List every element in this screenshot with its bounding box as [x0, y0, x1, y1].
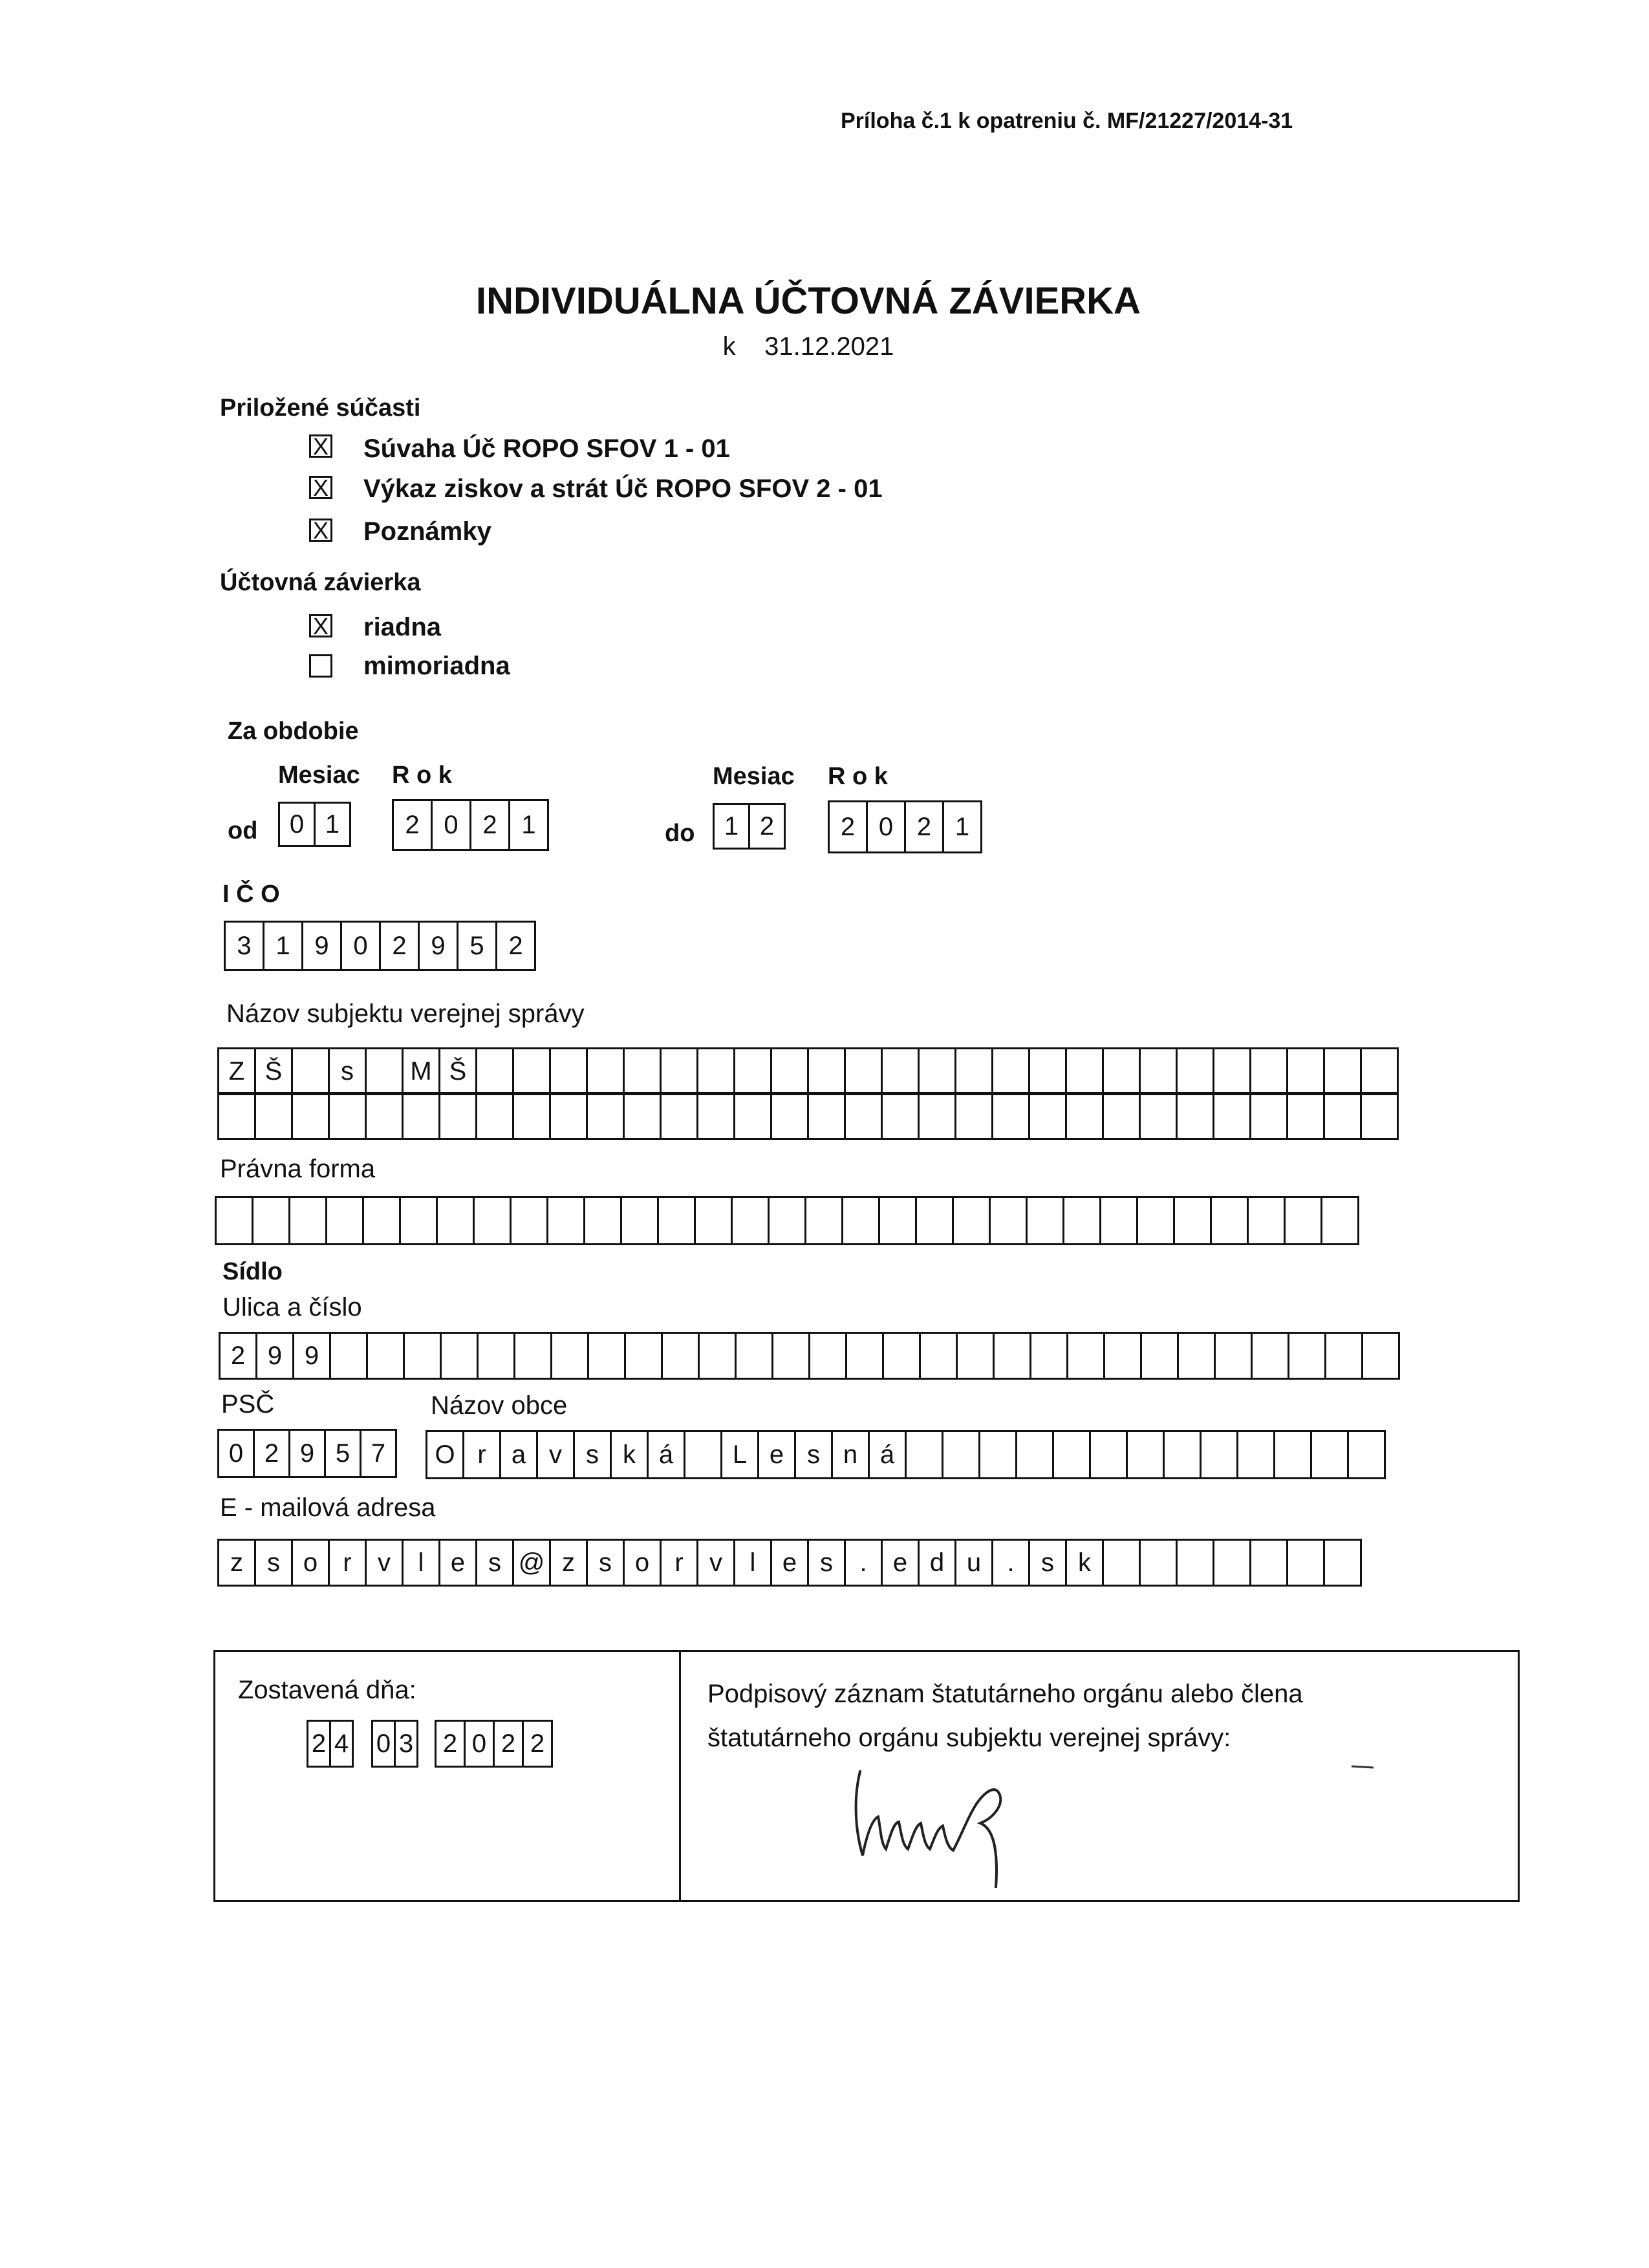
cell[interactable]	[1284, 1196, 1322, 1245]
cell[interactable]	[731, 1196, 770, 1245]
regulation-reference: Príloha č.1 k opatreniu č. MF/21227/2014-31	[841, 109, 1293, 133]
entity-name-row-1	[217, 1047, 1397, 1095]
cell[interactable]	[657, 1196, 696, 1245]
cell[interactable]	[1200, 1430, 1238, 1479]
cell[interactable]	[1247, 1196, 1286, 1245]
cell[interactable]	[512, 1047, 551, 1095]
cell[interactable]	[1139, 1047, 1178, 1095]
cell[interactable]: 2	[253, 1429, 290, 1478]
attachment-checkbox-profit-loss[interactable]: X	[309, 476, 332, 499]
from-year-cells	[392, 799, 547, 851]
seat-heading: Sídlo	[222, 1258, 283, 1285]
cell[interactable]: 9	[292, 1332, 331, 1380]
cell[interactable]	[1028, 1092, 1067, 1140]
cell[interactable]	[735, 1332, 773, 1380]
cell[interactable]: L	[720, 1430, 759, 1479]
cell[interactable]	[1286, 1047, 1325, 1095]
cell[interactable]	[1099, 1196, 1138, 1245]
cell[interactable]: 3	[224, 921, 264, 971]
cell[interactable]	[1347, 1430, 1386, 1479]
cell[interactable]: l	[402, 1539, 440, 1587]
signature-label-line-1: Podpisový záznam štatutárneho orgánu alebo člena	[707, 1680, 1303, 1708]
cell[interactable]	[919, 1332, 958, 1380]
cell[interactable]	[942, 1430, 980, 1479]
cell[interactable]: 2	[522, 1720, 553, 1768]
cell[interactable]	[436, 1196, 475, 1245]
cell[interactable]: o	[291, 1539, 330, 1587]
cell[interactable]	[905, 1430, 943, 1479]
psc-cells	[217, 1429, 395, 1478]
cell[interactable]: 2	[307, 1720, 331, 1768]
cell[interactable]: 0	[217, 1429, 255, 1478]
email-label: E - mailová adresa	[220, 1493, 436, 1522]
cell[interactable]: 0	[371, 1720, 396, 1768]
cell[interactable]	[954, 1047, 993, 1095]
cell[interactable]: v	[696, 1539, 735, 1587]
to-month-label: Mesiac	[713, 763, 795, 790]
cell[interactable]	[661, 1332, 700, 1380]
to-month-cells	[713, 803, 784, 850]
cell[interactable]: k	[610, 1430, 649, 1479]
cell[interactable]	[1360, 1092, 1399, 1140]
cell[interactable]	[1249, 1092, 1288, 1140]
cell[interactable]: 5	[324, 1429, 361, 1478]
cell[interactable]	[402, 1092, 440, 1140]
to-year-label: R o k	[828, 763, 888, 790]
cell[interactable]	[1212, 1092, 1251, 1140]
cell[interactable]	[882, 1332, 921, 1380]
cell[interactable]	[399, 1196, 438, 1245]
cell[interactable]: 2	[904, 800, 944, 853]
cell[interactable]	[1062, 1196, 1101, 1245]
closing-type-heading: Účtovná závierka	[220, 569, 421, 596]
cell[interactable]: e	[438, 1539, 477, 1587]
cell[interactable]	[1249, 1047, 1288, 1095]
cell[interactable]	[550, 1332, 589, 1380]
cell[interactable]: á	[647, 1430, 685, 1479]
cell[interactable]: 3	[394, 1720, 418, 1768]
date-prefix: k	[722, 332, 736, 361]
closing-date	[0, 332, 1617, 361]
cell[interactable]: 5	[457, 921, 497, 971]
closing-label-regular: riadna	[363, 613, 442, 641]
cell[interactable]	[365, 1092, 404, 1140]
cell[interactable]: 1	[508, 799, 549, 851]
cell[interactable]	[684, 1430, 722, 1479]
cell[interactable]	[845, 1332, 884, 1380]
psc-label: PSČ	[221, 1390, 275, 1418]
cell[interactable]: @	[512, 1539, 551, 1587]
cell[interactable]	[1136, 1196, 1175, 1245]
cell[interactable]: 4	[329, 1720, 354, 1768]
attachment-checkbox-balance[interactable]: X	[309, 434, 332, 458]
cell[interactable]	[512, 1092, 551, 1140]
cell[interactable]	[1139, 1092, 1178, 1140]
to-label: do	[665, 820, 695, 847]
to-year-cells	[828, 800, 980, 853]
from-year-label: R o k	[392, 762, 452, 789]
legal-form-label: Právna forma	[220, 1155, 376, 1183]
cell[interactable]	[586, 1047, 625, 1095]
from-label: od	[228, 817, 258, 844]
cell[interactable]	[549, 1092, 588, 1140]
cell[interactable]: s	[1028, 1539, 1067, 1587]
attachment-checkbox-notes[interactable]: X	[309, 519, 332, 542]
cell[interactable]: 0	[278, 802, 316, 847]
cell[interactable]	[698, 1332, 737, 1380]
cell[interactable]: e	[757, 1430, 796, 1479]
cell[interactable]: .	[991, 1539, 1030, 1587]
cell[interactable]	[768, 1196, 806, 1245]
cell[interactable]	[1251, 1332, 1289, 1380]
cell[interactable]	[1102, 1047, 1141, 1095]
cell[interactable]: n	[831, 1430, 870, 1479]
cell[interactable]: s	[586, 1539, 625, 1587]
cell[interactable]: Š	[438, 1047, 477, 1095]
cell[interactable]	[252, 1196, 290, 1245]
cell[interactable]: e	[881, 1539, 920, 1587]
cell[interactable]: z	[217, 1539, 256, 1587]
attachment-label-profit-loss: Výkaz ziskov a strát Úč ROPO SFOV 2 - 01	[363, 475, 883, 503]
dash-mark-icon	[1350, 1762, 1376, 1770]
cell[interactable]	[291, 1092, 330, 1140]
cell[interactable]	[1323, 1047, 1362, 1095]
cell[interactable]	[215, 1196, 253, 1245]
cell[interactable]: d	[918, 1539, 956, 1587]
cell[interactable]	[1028, 1047, 1067, 1095]
cell[interactable]: s	[794, 1430, 833, 1479]
cell[interactable]	[291, 1047, 330, 1095]
cell[interactable]	[770, 1092, 809, 1140]
cell[interactable]	[978, 1430, 1017, 1479]
cell[interactable]: 1	[314, 802, 351, 847]
cell[interactable]	[1210, 1196, 1249, 1245]
cell[interactable]: 2	[379, 921, 420, 971]
cell[interactable]: á	[868, 1430, 907, 1479]
email-cells	[217, 1539, 1360, 1587]
cell[interactable]: s	[328, 1047, 367, 1095]
cell[interactable]: Š	[254, 1047, 293, 1095]
entity-name-label: Názov subjektu verejnej správy	[226, 1000, 585, 1028]
cell[interactable]	[1286, 1539, 1325, 1587]
cell[interactable]: 2	[828, 800, 868, 853]
cell[interactable]	[1273, 1430, 1312, 1479]
cell[interactable]: s	[807, 1539, 846, 1587]
date-value: 31.12.2021	[764, 332, 894, 361]
cell[interactable]	[549, 1047, 588, 1095]
cell[interactable]: 9	[288, 1429, 326, 1478]
cell[interactable]	[513, 1332, 552, 1380]
cell[interactable]	[1212, 1047, 1251, 1095]
cell[interactable]	[1320, 1196, 1359, 1245]
cell[interactable]: O	[426, 1430, 464, 1479]
signature-label-line-2: štatutárneho orgánu subjektu verejnej správy:	[707, 1724, 1231, 1752]
period-heading: Za obdobie	[228, 718, 359, 745]
cell[interactable]	[623, 1047, 662, 1095]
cell[interactable]: 2	[748, 803, 786, 850]
cell[interactable]	[881, 1092, 920, 1140]
cell[interactable]	[362, 1196, 401, 1245]
cell[interactable]	[1173, 1196, 1212, 1245]
cell[interactable]: 0	[431, 799, 471, 851]
cell[interactable]	[952, 1196, 991, 1245]
cell[interactable]	[881, 1047, 920, 1095]
cell[interactable]: 0	[340, 921, 381, 971]
cell[interactable]: M	[402, 1047, 440, 1095]
cell[interactable]	[1177, 1332, 1216, 1380]
cell[interactable]	[438, 1092, 477, 1140]
handwritten-signature	[841, 1759, 1035, 1888]
cell[interactable]: s	[475, 1539, 514, 1587]
cell[interactable]: s	[254, 1539, 293, 1587]
cell[interactable]	[1139, 1539, 1178, 1587]
cell[interactable]	[696, 1047, 735, 1095]
city-cells	[426, 1430, 1384, 1479]
cell[interactable]	[583, 1196, 622, 1245]
cell[interactable]	[1310, 1430, 1349, 1479]
cell[interactable]	[510, 1196, 548, 1245]
cell[interactable]	[804, 1196, 843, 1245]
cell[interactable]: 2	[495, 921, 536, 971]
cell[interactable]	[328, 1092, 367, 1140]
cell[interactable]	[1026, 1196, 1064, 1245]
cell[interactable]: 1	[263, 921, 303, 971]
cell[interactable]	[733, 1092, 772, 1140]
cell[interactable]	[546, 1196, 585, 1245]
cell[interactable]	[475, 1047, 514, 1095]
street-label: Ulica a číslo	[222, 1293, 362, 1321]
cell[interactable]	[841, 1196, 880, 1245]
cell[interactable]: .	[844, 1539, 883, 1587]
compiled-day-cells	[307, 1720, 352, 1768]
cell[interactable]	[1066, 1332, 1105, 1380]
compiled-year-cells	[435, 1720, 551, 1768]
cell[interactable]	[1103, 1332, 1142, 1380]
cell[interactable]	[918, 1092, 956, 1140]
ico-cells	[224, 921, 534, 971]
cell[interactable]	[1176, 1539, 1214, 1587]
cell[interactable]	[1361, 1332, 1400, 1380]
cell[interactable]: 9	[255, 1332, 294, 1380]
cell[interactable]: 0	[866, 800, 906, 853]
cell[interactable]	[586, 1092, 625, 1140]
cell[interactable]: z	[549, 1539, 588, 1587]
cell[interactable]: 2	[435, 1720, 466, 1768]
cell[interactable]	[1140, 1332, 1179, 1380]
entity-name-row-2	[217, 1094, 1397, 1140]
cell[interactable]	[1288, 1332, 1326, 1380]
cell[interactable]	[1065, 1047, 1104, 1095]
cell[interactable]	[844, 1047, 883, 1095]
cell[interactable]	[217, 1092, 256, 1140]
cell[interactable]	[1065, 1092, 1104, 1140]
cell[interactable]	[1089, 1430, 1128, 1479]
cell[interactable]	[440, 1332, 479, 1380]
cell[interactable]: r	[462, 1430, 501, 1479]
cell[interactable]	[1324, 1332, 1363, 1380]
cell[interactable]	[473, 1196, 512, 1245]
cell[interactable]	[1176, 1092, 1214, 1140]
cell[interactable]: r	[660, 1539, 698, 1587]
cell[interactable]	[1015, 1430, 1054, 1479]
cell[interactable]	[1360, 1047, 1399, 1095]
cell[interactable]	[325, 1196, 364, 1245]
cell[interactable]: o	[623, 1539, 662, 1587]
cell[interactable]: r	[328, 1539, 367, 1587]
cell[interactable]	[807, 1092, 846, 1140]
cell[interactable]	[1323, 1539, 1362, 1587]
cell[interactable]: 1	[942, 800, 982, 853]
cell[interactable]	[991, 1092, 1030, 1140]
cell[interactable]	[1249, 1539, 1288, 1587]
cell[interactable]	[918, 1047, 956, 1095]
cell[interactable]: 9	[418, 921, 458, 971]
cell[interactable]	[620, 1196, 659, 1245]
attachment-label-notes: Poznámky	[363, 517, 491, 546]
cell[interactable]: 0	[464, 1720, 495, 1768]
cell[interactable]	[1176, 1047, 1214, 1095]
cell[interactable]	[288, 1196, 327, 1245]
cell[interactable]	[771, 1332, 810, 1380]
cell[interactable]	[733, 1047, 772, 1095]
cell[interactable]	[254, 1092, 293, 1140]
attachment-label-balance: Súvaha Úč ROPO SFOV 1 - 01	[363, 434, 730, 463]
cell[interactable]	[915, 1196, 954, 1245]
street-cells	[219, 1332, 1398, 1380]
cell[interactable]	[993, 1332, 1031, 1380]
cell[interactable]: u	[954, 1539, 993, 1587]
cell[interactable]: Z	[217, 1047, 256, 1095]
cell[interactable]	[1052, 1430, 1091, 1479]
closing-checkbox-regular[interactable]: X	[309, 614, 332, 637]
cell[interactable]	[403, 1332, 442, 1380]
cell[interactable]	[1323, 1092, 1362, 1140]
compiled-label: Zostavená dňa:	[238, 1676, 416, 1704]
cell[interactable]	[1102, 1092, 1141, 1140]
cell[interactable]	[366, 1332, 405, 1380]
city-label: Názov obce	[431, 1391, 568, 1420]
closing-checkbox-extraordinary[interactable]	[309, 654, 332, 678]
cell[interactable]	[956, 1332, 995, 1380]
cell[interactable]: k	[1065, 1539, 1104, 1587]
cell[interactable]	[807, 1047, 846, 1095]
signature-box-divider	[679, 1650, 681, 1902]
cell[interactable]: l	[733, 1539, 772, 1587]
cell[interactable]	[878, 1196, 917, 1245]
cell[interactable]: v	[536, 1430, 575, 1479]
cell[interactable]	[477, 1332, 515, 1380]
cell[interactable]	[989, 1196, 1028, 1245]
cell[interactable]	[1126, 1430, 1165, 1479]
cell[interactable]	[624, 1332, 663, 1380]
ico-label: I Č O	[222, 881, 280, 908]
cell[interactable]	[1236, 1430, 1275, 1479]
cell[interactable]: a	[499, 1430, 538, 1479]
cell[interactable]	[694, 1196, 733, 1245]
cell[interactable]	[844, 1092, 883, 1140]
cell[interactable]	[660, 1047, 698, 1095]
cell[interactable]	[1029, 1332, 1068, 1380]
cell[interactable]	[954, 1092, 993, 1140]
cell[interactable]: v	[365, 1539, 404, 1587]
cell[interactable]: 7	[360, 1429, 397, 1478]
cell[interactable]	[1214, 1332, 1253, 1380]
document-title: INDIVIDUÁLNA ÚČTOVNÁ ZÁVIERKA	[476, 280, 1141, 322]
cell[interactable]: s	[573, 1430, 612, 1479]
cell[interactable]	[770, 1047, 809, 1095]
cell[interactable]	[587, 1332, 626, 1380]
cell[interactable]	[365, 1047, 404, 1095]
cell[interactable]: 2	[219, 1332, 257, 1380]
cell[interactable]	[329, 1332, 368, 1380]
compiled-month-cells	[371, 1720, 416, 1768]
cell[interactable]	[660, 1092, 698, 1140]
attachments-heading: Priložené súčasti	[220, 394, 421, 422]
cell[interactable]	[475, 1092, 514, 1140]
cell[interactable]	[1163, 1430, 1202, 1479]
cell[interactable]	[1286, 1092, 1325, 1140]
cell[interactable]: e	[770, 1539, 809, 1587]
cell[interactable]: 2	[469, 799, 510, 851]
cell[interactable]: 1	[713, 803, 750, 850]
legal-form-cells	[215, 1196, 1357, 1245]
cell[interactable]: 2	[493, 1720, 524, 1768]
cell[interactable]	[1212, 1539, 1251, 1587]
cell[interactable]	[696, 1092, 735, 1140]
closing-label-extraordinary: mimoriadna	[363, 652, 510, 680]
from-month-cells	[278, 802, 349, 847]
cell[interactable]: 2	[392, 799, 433, 851]
cell[interactable]	[991, 1047, 1030, 1095]
cell[interactable]: 9	[301, 921, 342, 971]
cell[interactable]	[808, 1332, 847, 1380]
cell[interactable]	[1102, 1539, 1141, 1587]
cell[interactable]	[623, 1092, 662, 1140]
from-month-label: Mesiac	[278, 762, 360, 789]
